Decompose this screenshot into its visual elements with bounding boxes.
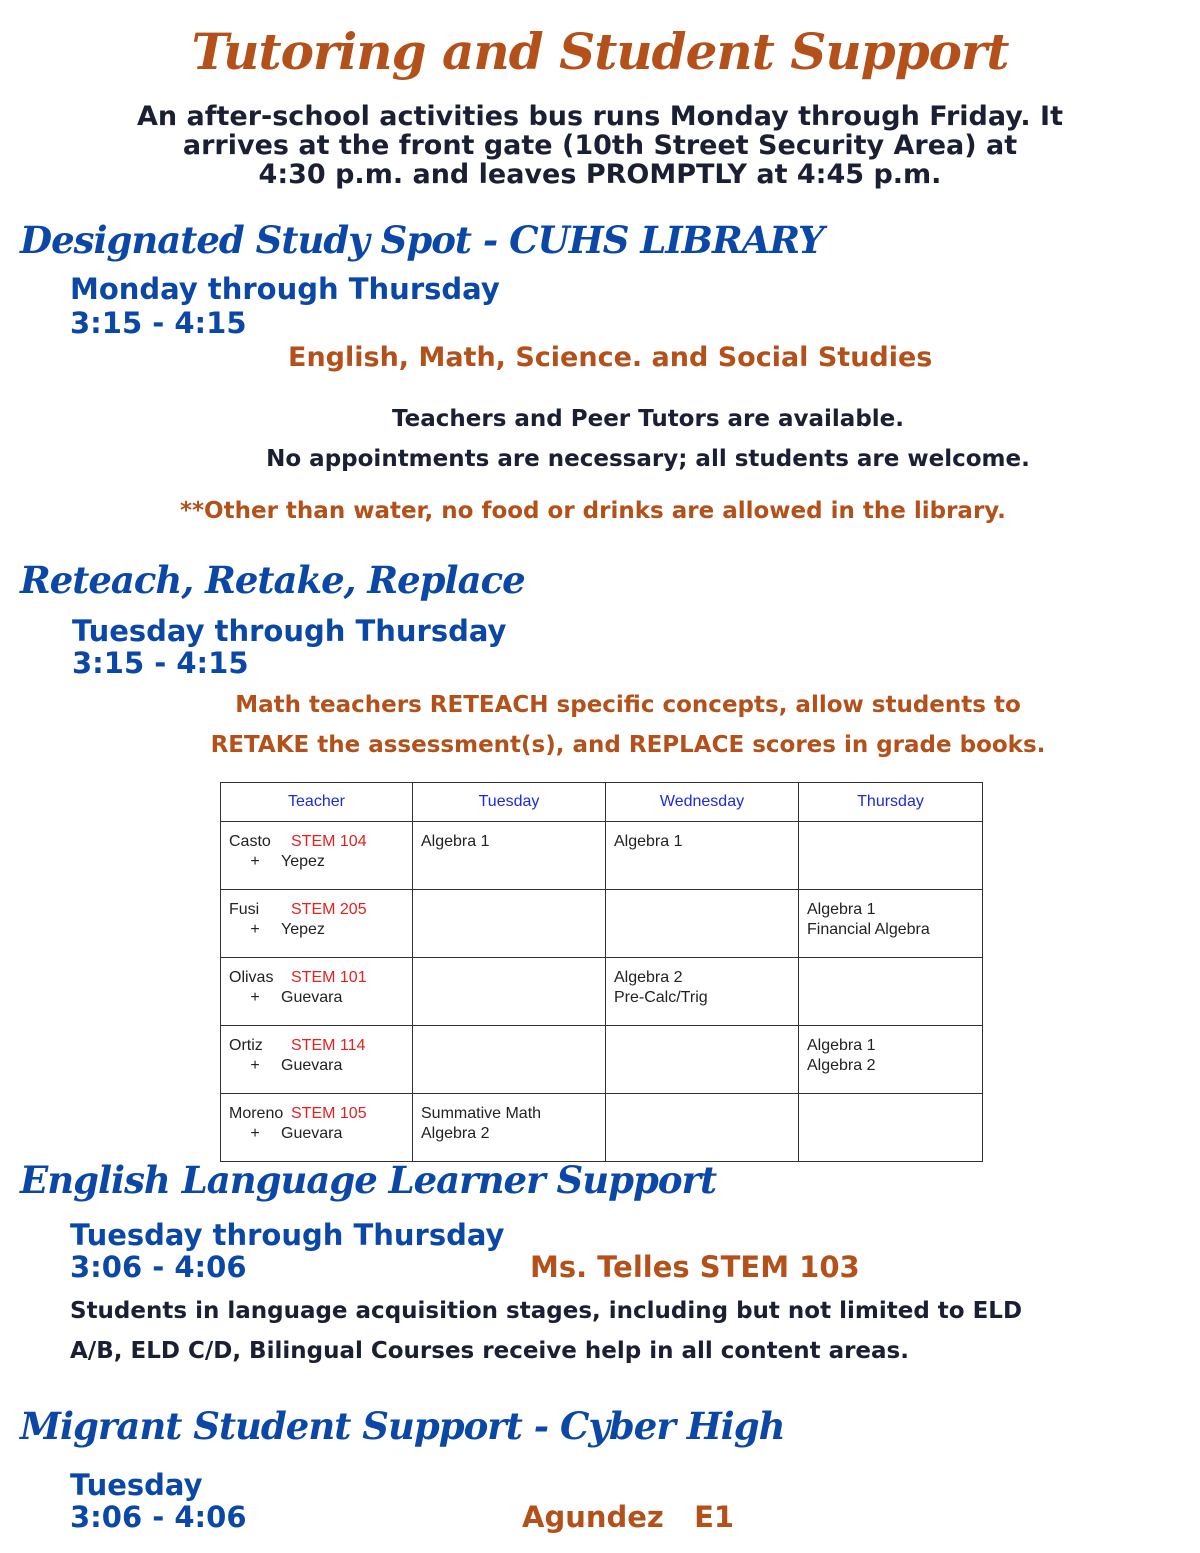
reteach-heading: Reteach, Retake, Replace xyxy=(20,558,525,602)
tue-cell xyxy=(413,958,606,1026)
plus-sign: + xyxy=(250,1057,260,1074)
ell-desc-line2: A/B, ELD C/D, Bilingual Courses receive help in all content areas. xyxy=(70,1338,909,1364)
thu-cell xyxy=(799,958,983,1026)
room-label: STEM 114 xyxy=(291,1037,366,1054)
migrant-heading: Migrant Student Support - Cyber High xyxy=(20,1404,785,1448)
tue-cell xyxy=(413,822,606,890)
partner-name: Guevara xyxy=(281,1057,343,1074)
library-heading: Designated Study Spot - CUHS LIBRARY xyxy=(20,218,824,262)
page-title: Tutoring and Student Support xyxy=(191,22,1009,81)
teacher-name: Ortiz xyxy=(229,1037,263,1054)
teacher-cell xyxy=(221,822,413,890)
library-line1: Teachers and Peer Tutors are available. xyxy=(391,406,905,432)
course-name: Algebra 2 xyxy=(614,969,683,986)
teacher-cell xyxy=(221,958,413,1026)
bus-notice xyxy=(0,102,1200,189)
room-label: STEM 105 xyxy=(291,1105,367,1122)
room-label: STEM 101 xyxy=(291,969,367,986)
ell-time: 3:06 - 4:06 xyxy=(70,1250,247,1284)
wed-cell xyxy=(606,1094,799,1162)
table-header-row xyxy=(221,783,983,822)
migrant-time: 3:06 - 4:06 xyxy=(70,1500,247,1534)
library-note: **Other than water, no food or drinks are allowed in the library. xyxy=(180,498,1006,524)
course-name: Algebra 1 xyxy=(614,833,683,850)
ell-desc-line1: Students in language acquisition stages, including but not limited to ELD xyxy=(70,1298,1023,1324)
plus-sign: + xyxy=(250,921,260,938)
partner-name: Yepez xyxy=(281,853,325,870)
reteach-time: 3:15 - 4:15 xyxy=(72,646,249,680)
partner-name: Guevara xyxy=(281,1125,343,1142)
plus-sign: + xyxy=(250,989,260,1006)
course-name: Summative Math xyxy=(421,1105,542,1122)
course-name: Algebra 1 xyxy=(807,901,876,918)
wed-cell xyxy=(606,822,799,890)
course-name: Algebra 2 xyxy=(421,1125,490,1142)
bus-notice-line: 4:30 p.m. and leaves PROMPTLY at 4:45 p.m. xyxy=(258,159,942,190)
plus-sign: + xyxy=(250,853,260,870)
course-name: Algebra 1 xyxy=(807,1037,876,1054)
ell-heading: English Language Learner Support xyxy=(20,1158,717,1202)
table-row xyxy=(221,890,983,958)
thu-cell xyxy=(799,822,983,890)
wed-cell xyxy=(606,958,799,1026)
tue-cell xyxy=(413,890,606,958)
migrant-days: Tuesday xyxy=(70,1468,203,1502)
table-row xyxy=(221,822,983,890)
course-name: Pre-Calc/Trig xyxy=(614,989,708,1006)
ell-location: Ms. Telles STEM 103 xyxy=(530,1250,860,1284)
wed-cell xyxy=(606,1026,799,1094)
header-thursday: Thursday xyxy=(799,783,983,822)
ell-days: Tuesday through Thursday xyxy=(70,1218,505,1252)
header-teacher: Teacher xyxy=(221,783,413,822)
reteach-desc-line2: RETAKE the assessment(s), and REPLACE scores in grade books. xyxy=(210,732,1046,758)
wed-cell xyxy=(606,890,799,958)
teacher-cell xyxy=(221,1094,413,1162)
teacher-name: Moreno xyxy=(229,1105,284,1122)
room-label: STEM 104 xyxy=(291,833,367,850)
thu-cell xyxy=(799,1094,983,1162)
tue-cell xyxy=(413,1094,606,1162)
teacher-cell xyxy=(221,890,413,958)
reteach-days: Tuesday through Thursday xyxy=(72,614,507,648)
room-label: STEM 205 xyxy=(291,901,367,918)
table-row xyxy=(221,1026,983,1094)
teacher-cell xyxy=(221,1026,413,1094)
partner-name: Guevara xyxy=(281,989,343,1006)
reteach-desc-line1: Math teachers RETEACH specific concepts, allow students to xyxy=(235,692,1021,718)
plus-sign: + xyxy=(250,1125,260,1142)
course-name: Algebra 1 xyxy=(421,833,490,850)
course-name: Algebra 2 xyxy=(807,1057,876,1074)
tue-cell xyxy=(413,1026,606,1094)
table-row xyxy=(221,1094,983,1162)
library-line2: No appointments are necessary; all students are welcome. xyxy=(266,446,1030,472)
table-row xyxy=(221,958,983,1026)
schedule-table xyxy=(220,782,983,1162)
header-wednesday: Wednesday xyxy=(606,783,799,822)
library-time: 3:15 - 4:15 xyxy=(70,306,247,340)
partner-name: Yepez xyxy=(281,921,325,938)
library-subjects: English, Math, Science. and Social Studies xyxy=(288,342,933,373)
migrant-location: Agundez E1 xyxy=(522,1500,735,1534)
thu-cell xyxy=(799,890,983,958)
bus-notice-line: An after-school activities bus runs Monday through Friday. It xyxy=(137,101,1063,132)
teacher-name: Fusi xyxy=(229,901,260,918)
teacher-name: Olivas xyxy=(229,969,274,986)
course-name: Financial Algebra xyxy=(807,921,930,938)
header-tuesday: Tuesday xyxy=(413,783,606,822)
library-days: Monday through Thursday xyxy=(70,272,500,306)
thu-cell xyxy=(799,1026,983,1094)
bus-notice-line: arrives at the front gate (10th Street Security Area) at xyxy=(182,130,1018,161)
teacher-name: Casto xyxy=(229,833,271,850)
